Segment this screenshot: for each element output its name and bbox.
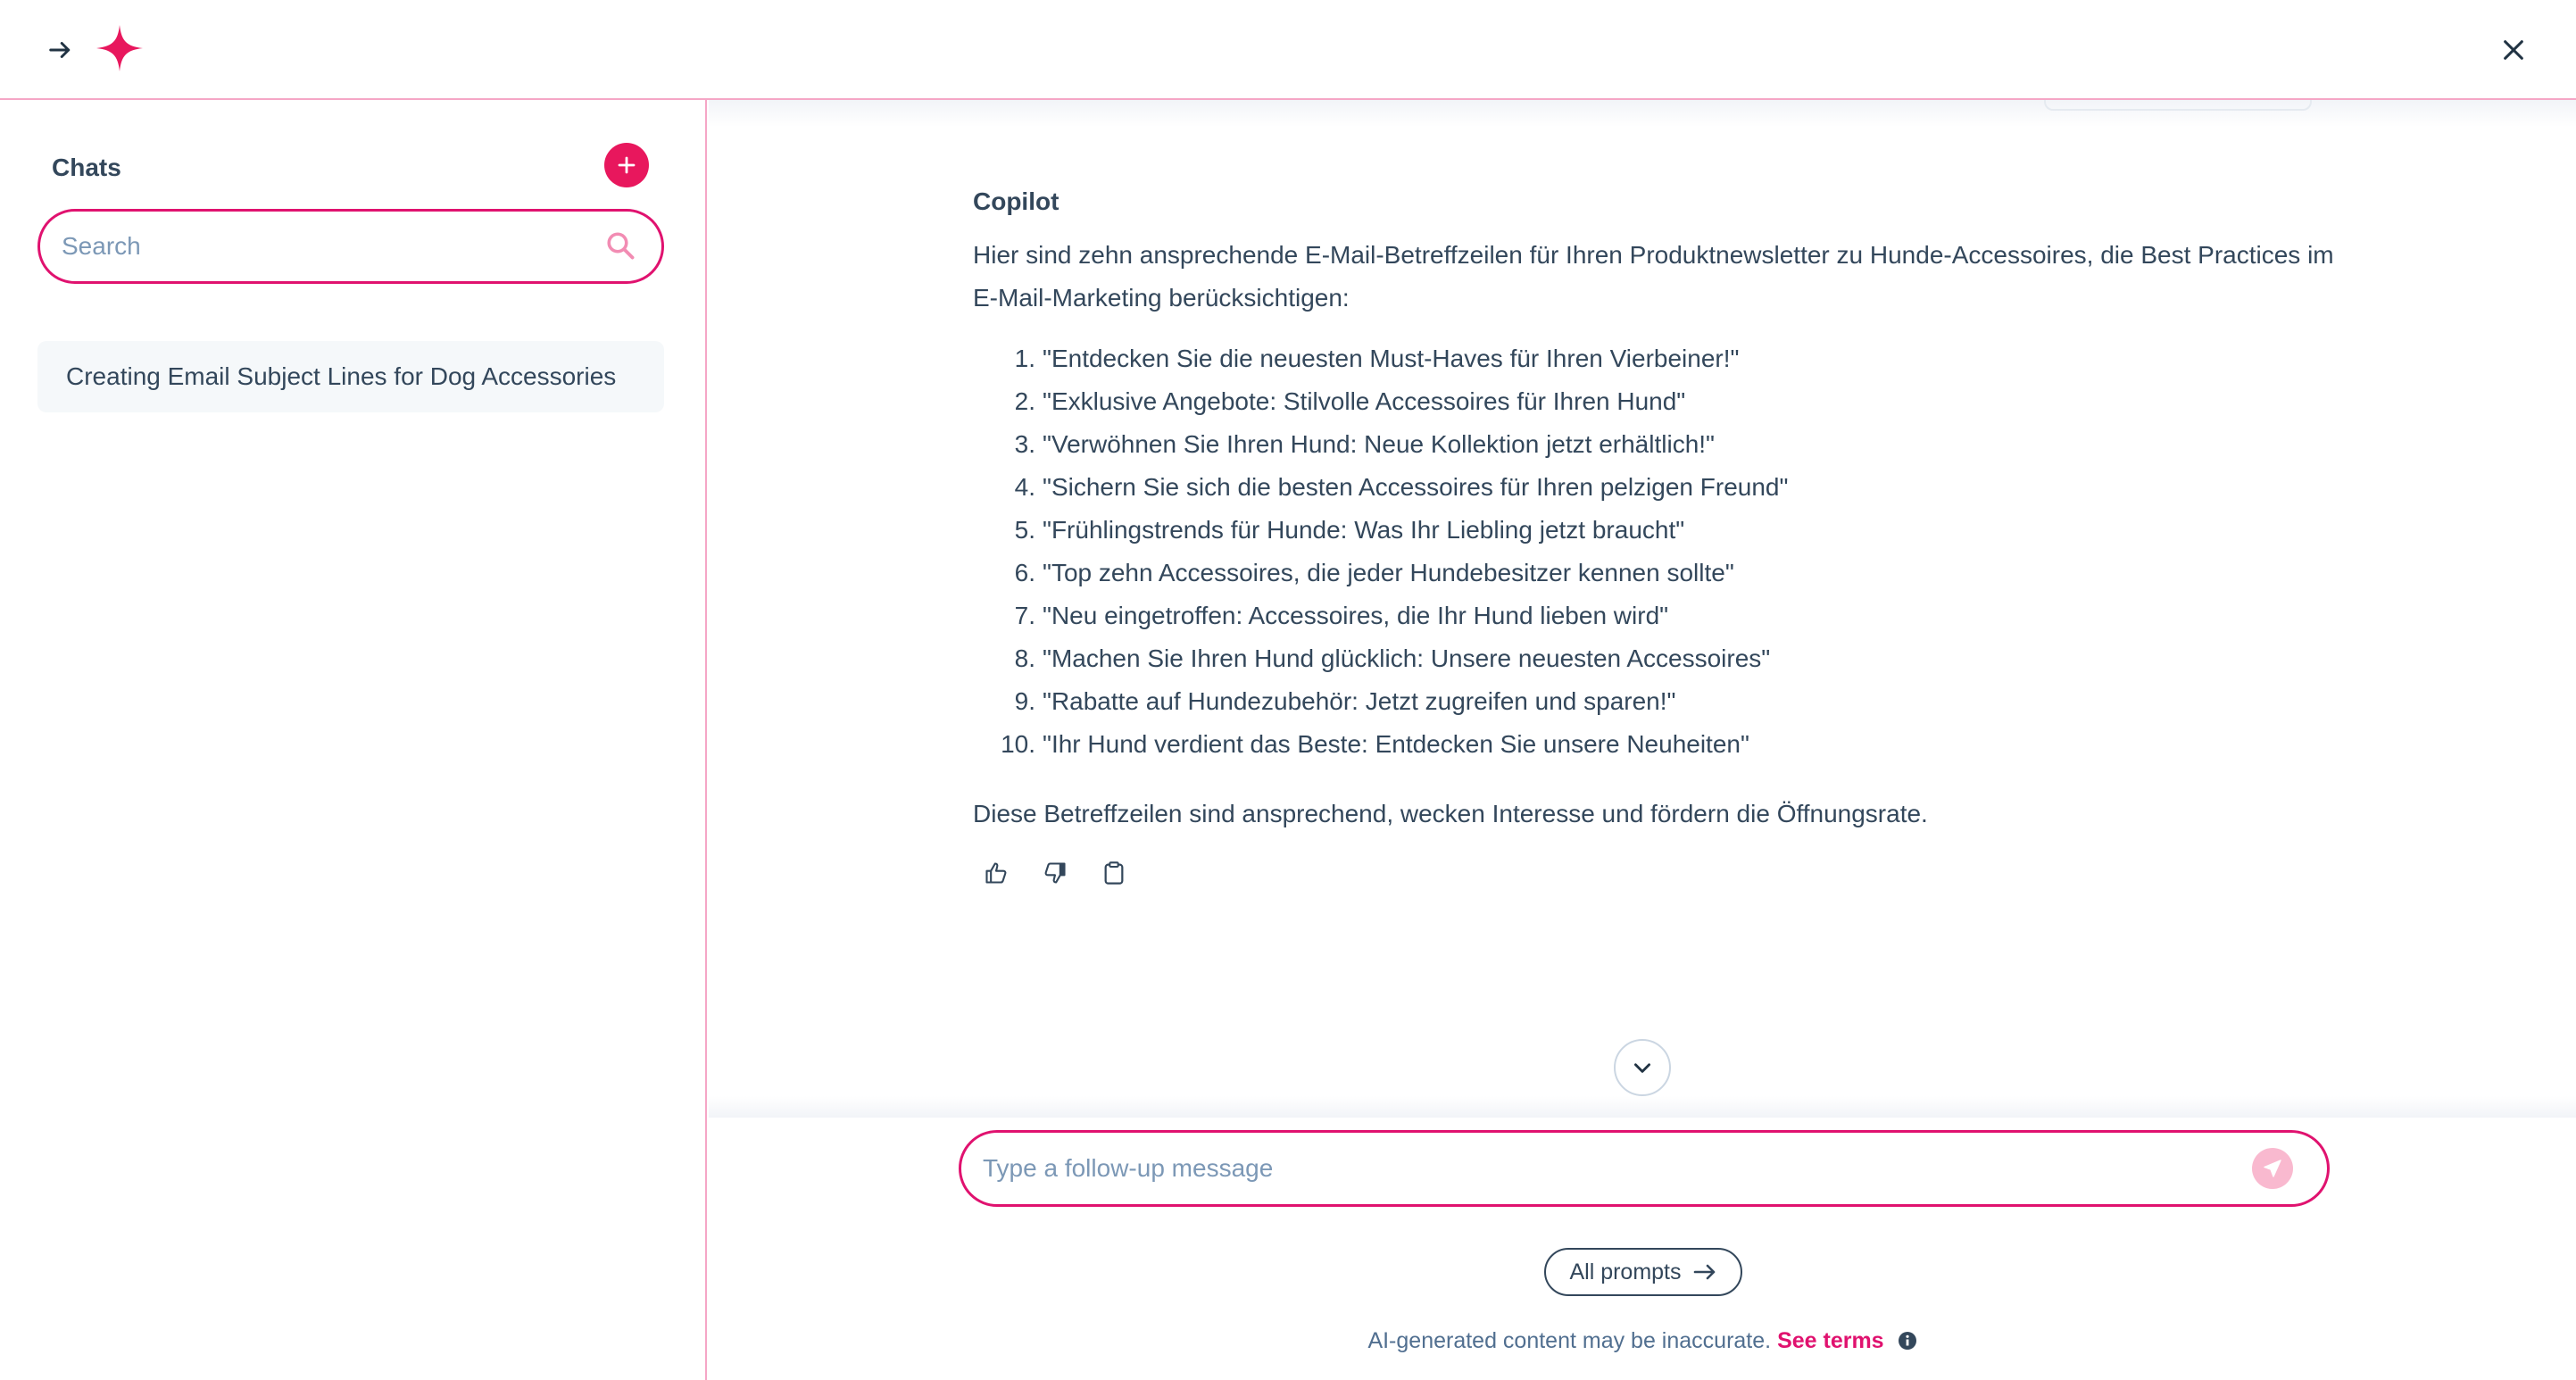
- disclaimer-text: AI-generated content may be inaccurate.: [1367, 1328, 1772, 1353]
- chat-history-item[interactable]: Creating Email Subject Lines for Dog Accessories: [37, 341, 664, 412]
- close-icon: [2501, 37, 2526, 62]
- list-item: [973, 380, 2383, 423]
- message-actions: [973, 857, 2383, 889]
- list-item: [973, 337, 2383, 380]
- list-item-text: "Verwöhnen Sie Ihren Hund: Neue Kollektion jetzt erhältlich!": [1043, 430, 1715, 458]
- list-item-number: 5.: [1014, 516, 1035, 544]
- message-outro: Diese Betreffzeilen sind ansprechend, wecken Interesse und fördern die Öffnungsrate.: [973, 800, 1928, 827]
- send-icon: [2262, 1158, 2283, 1179]
- list-item-text: "Top zehn Accessoires, die jeder Hundebesitzer kennen sollte": [1043, 559, 1734, 586]
- all-prompts-button[interactable]: [1544, 1248, 1742, 1296]
- list-item: [973, 680, 2383, 723]
- scroll-to-bottom-button[interactable]: [1614, 1039, 1671, 1096]
- send-button[interactable]: [2252, 1148, 2293, 1189]
- list-item-number: 8.: [1014, 644, 1035, 672]
- all-prompts-label: All prompts: [1569, 1259, 1682, 1284]
- collapse-panel-button[interactable]: [43, 32, 79, 68]
- chats-sidebar: [0, 100, 707, 1380]
- previous-message-bubble: [2044, 100, 2312, 111]
- ai-disclaimer: [709, 1323, 2576, 1359]
- list-item-text: "Ihr Hund verdient das Beste: Entdecken Sie unsere Neuheiten": [1043, 730, 1749, 758]
- scroll-shade-bottom: [709, 1096, 2576, 1118]
- list-item-number: 2.: [1014, 387, 1035, 415]
- subject-lines-list: [973, 337, 2383, 766]
- list-item-text: "Machen Sie Ihren Hund glücklich: Unsere neuesten Accessoires": [1043, 644, 1771, 672]
- see-terms-link[interactable]: See terms: [1777, 1328, 1884, 1353]
- close-button[interactable]: [2494, 30, 2533, 70]
- list-item-number: 6.: [1014, 559, 1035, 586]
- list-item: [973, 466, 2383, 509]
- info-icon[interactable]: [1898, 1331, 1917, 1351]
- list-item-text: "Rabatte auf Hundezubehör: Jetzt zugreifen und sparen!": [1043, 687, 1676, 715]
- thumbs-down-button[interactable]: [1039, 857, 1071, 889]
- thumbs-down-icon: [1043, 860, 1068, 885]
- assistant-message: [973, 182, 2383, 889]
- list-item: [973, 723, 2383, 766]
- search-box: [37, 209, 664, 284]
- list-item-text: "Sichern Sie sich die besten Accessoires für Ihren pelzigen Freund": [1043, 473, 1789, 501]
- chat-main: [709, 100, 2576, 1380]
- list-item: [973, 594, 2383, 637]
- list-item-text: "Exklusive Angebote: Stilvolle Accessoires für Ihren Hund": [1043, 387, 1686, 415]
- arrow-right-icon: [1692, 1261, 1717, 1283]
- message-composer: [959, 1130, 2330, 1207]
- chats-title: Chats: [52, 154, 121, 181]
- list-item-number: 1.: [1014, 345, 1035, 372]
- list-item: [973, 637, 2383, 680]
- copy-icon: [1102, 860, 1126, 885]
- header-bar: [0, 0, 2576, 100]
- thumbs-up-icon: [984, 860, 1009, 885]
- list-item-text: "Frühlingstrends für Hunde: Was Ihr Liebling jetzt braucht": [1043, 516, 1685, 544]
- search-input[interactable]: [62, 212, 579, 281]
- list-item-text: "Neu eingetroffen: Accessoires, die Ihr Hund lieben wird": [1043, 602, 1669, 629]
- list-item: [973, 423, 2383, 466]
- list-item-number: 3.: [1014, 430, 1035, 458]
- list-item-number: 7.: [1014, 602, 1035, 629]
- arrow-right-icon: [47, 37, 74, 63]
- list-item-text: "Entdecken Sie die neuesten Must-Haves für Ihren Vierbeiner!": [1043, 345, 1740, 372]
- message-sender: Copilot: [973, 187, 1059, 215]
- list-item-number: 10.: [1001, 730, 1035, 758]
- copy-button[interactable]: [1098, 857, 1130, 889]
- message-intro: Hier sind zehn ansprechende E-Mail-Betreffzeilen für Ihren Produktnewsletter zu Hunde-Accessoires, die Best Practices im E-Mail-Marketing berücksichtigen:: [973, 241, 2334, 312]
- follow-up-input[interactable]: [983, 1133, 2232, 1204]
- list-item: [973, 552, 2383, 594]
- list-item: [973, 509, 2383, 552]
- chevron-down-icon: [1631, 1056, 1654, 1079]
- list-item-number: 9.: [1014, 687, 1035, 715]
- list-item-number: 4.: [1014, 473, 1035, 501]
- new-chat-button[interactable]: [604, 143, 649, 187]
- sparkle-icon: [95, 23, 145, 73]
- thumbs-up-button[interactable]: [980, 857, 1012, 889]
- plus-icon: [616, 154, 637, 176]
- search-icon[interactable]: [604, 229, 636, 262]
